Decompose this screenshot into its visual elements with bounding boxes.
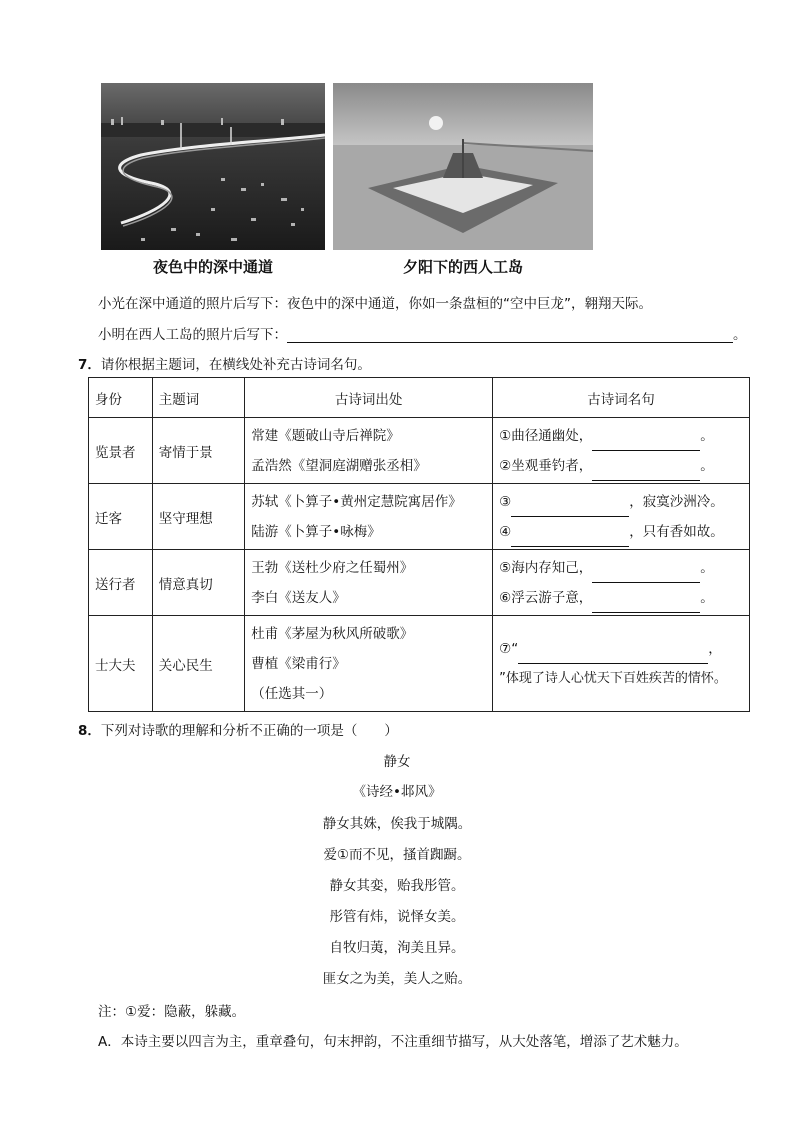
poetry-table <box>88 377 750 712</box>
option-a[interactable]: A．本诗主要以四言为主，重章叠句，句末押韵，不注重细节描写，从大处落笔，增添了艺术魅力。 <box>98 1034 688 1050</box>
verse-7-blank[interactable] <box>518 649 708 664</box>
header-theme: 主题词 <box>152 378 245 418</box>
verse-6-blank[interactable] <box>592 598 700 613</box>
row3-source-2: 李白《送友人》 <box>251 589 346 606</box>
row1-source-1: 常建《题破山寺后禅院》 <box>251 427 400 444</box>
row3-source-1: 王勃《送杜少府之任蜀州》 <box>251 559 414 576</box>
row3-role: 送行者 <box>89 550 153 616</box>
poem-verse-3: 静女其娈，贻我彤管。 <box>329 878 465 894</box>
q8-number: 8． <box>78 723 101 739</box>
row4-theme: 关心民生 <box>152 616 245 712</box>
photo-shenzhong-bridge-night <box>101 83 325 250</box>
poem-verse-1: 静女其姝，俟我于城隅。 <box>322 816 472 832</box>
q8-question <box>78 719 398 739</box>
poem-verse-2: 爱①而不见，搔首踟蹰。 <box>323 847 471 863</box>
photo-caption-right: 夕阳下的西人工岛 <box>402 258 523 276</box>
poem-source: 《诗经•邶风》 <box>352 784 442 800</box>
verse-2: ②坐观垂钓者， 。 <box>499 451 743 481</box>
header-verse: 古诗词名句 <box>493 378 750 418</box>
island-sunset-image <box>333 83 593 250</box>
photo-west-artificial-island-sunset <box>333 83 593 250</box>
verse-5: ⑤海内存知己， 。 <box>499 553 743 583</box>
verse-7: ⑦“ ， <box>499 634 743 664</box>
night-bridge-image <box>101 83 325 250</box>
poem-verse-6: 匪女之为美，美人之贻。 <box>322 971 472 987</box>
poem-note: 注：①爱：隐蔽，躲藏。 <box>98 1004 246 1020</box>
q6-answer-blank[interactable] <box>287 328 733 343</box>
verse-1-blank[interactable] <box>592 436 700 451</box>
verse-3-blank[interactable] <box>511 502 629 517</box>
poem-verse-5: 自牧归荑，洵美且异。 <box>329 940 465 956</box>
row2-theme: 坚守理想 <box>152 484 245 550</box>
header-source: 古诗词出处 <box>245 378 493 418</box>
verse-1: ①曲径通幽处， 。 <box>499 421 743 451</box>
verse-3: ③ ，寂寞沙洲冷。 <box>499 487 743 517</box>
table-header-row <box>89 378 750 418</box>
table-row <box>89 550 750 616</box>
q6-xiaoming-prefix: 小明在西人工岛的照片后写下： <box>98 327 287 343</box>
poem-verse-4: 彤管有炜，说怿女美。 <box>329 909 465 925</box>
row1-role: 览景者 <box>89 418 153 484</box>
verse-7-explanation: ”体现了诗人心忧天下百姓疾苦的情怀。 <box>499 670 727 686</box>
row2-role: 迁客 <box>89 484 153 550</box>
q7-prompt: 请你根据主题词，在横线处补充古诗词名句。 <box>100 357 371 373</box>
q7-question <box>78 353 371 373</box>
poem-title: 静女 <box>383 754 411 770</box>
row4-source-3: （任选其一） <box>251 685 333 702</box>
table-row <box>89 418 750 484</box>
row3-theme: 情意真切 <box>152 550 245 616</box>
row1-source-2: 孟浩然《望洞庭湖赠张丞相》 <box>251 457 427 474</box>
row4-source-1: 杜甫《茅屋为秋风所破歌》 <box>251 625 414 642</box>
q7-number: 7． <box>78 357 101 373</box>
row4-source-2: 曹植《梁甫行》 <box>251 655 346 672</box>
q6-xiaoming-line <box>98 323 747 343</box>
table-row <box>89 616 750 712</box>
q6-xiaoguang-line: 小光在深中通道的照片后写下：夜色中的深中通道，你如一条盘桓的“空中巨龙”，翱翔天际。 <box>98 296 652 312</box>
photo-caption-left: 夜色中的深中通道 <box>152 258 273 276</box>
verse-6: ⑥浮云游子意， 。 <box>499 583 743 613</box>
verse-4-blank[interactable] <box>511 532 629 547</box>
row4-role: 士大夫 <box>89 616 153 712</box>
header-role: 身份 <box>89 378 153 418</box>
row1-theme: 寄情于景 <box>152 418 245 484</box>
verse-2-blank[interactable] <box>592 466 700 481</box>
row2-source-1: 苏轼《卜算子•黄州定慧院寓居作》 <box>251 493 462 510</box>
verse-5-blank[interactable] <box>592 568 700 583</box>
q6-line-end: 。 <box>733 327 747 343</box>
verse-4: ④ ，只有香如故。 <box>499 517 743 547</box>
row2-source-2: 陆游《卜算子•咏梅》 <box>251 523 381 540</box>
q8-prompt: 下列对诗歌的理解和分析不正确的一项是（ ） <box>100 723 398 739</box>
table-row <box>89 484 750 550</box>
